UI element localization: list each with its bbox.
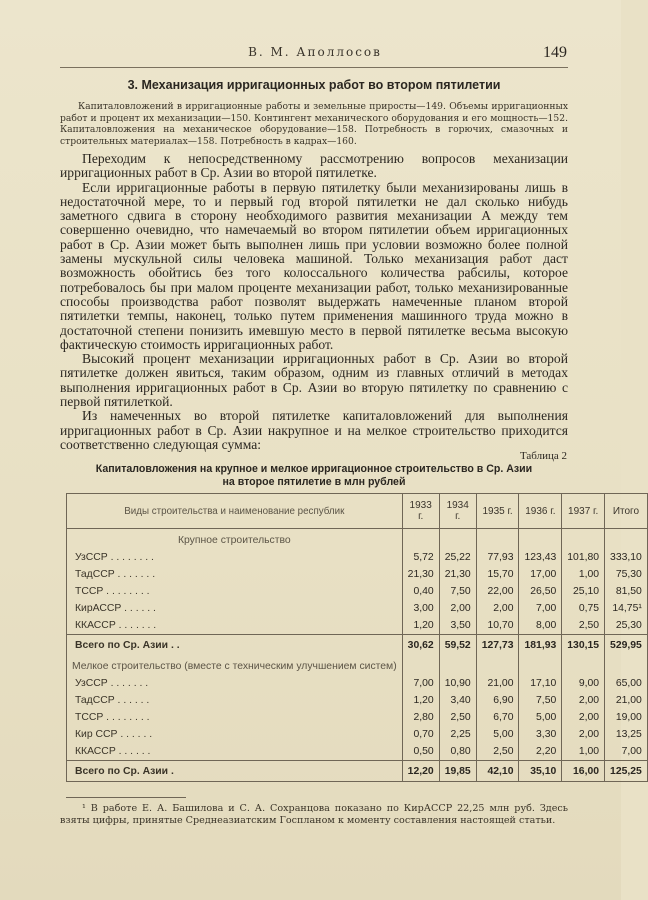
value-cell: 1,20	[402, 617, 439, 635]
value-cell: 81,50	[605, 583, 648, 600]
value-cell: 2,00	[562, 709, 605, 726]
value-cell: 19,00	[605, 709, 648, 726]
value-cell: 0,40	[402, 583, 439, 600]
empty-cell	[562, 655, 605, 675]
value-cell: 59,52	[439, 635, 476, 656]
value-cell: 130,15	[562, 635, 605, 656]
value-cell: 2,50	[439, 709, 476, 726]
value-cell: 7,00	[402, 675, 439, 692]
value-cell: 21,30	[439, 566, 476, 583]
paragraph: Из намеченных во второй пятилетке капиталовложений для выполнения ирригационных работ в Ср. Азии накрупное и на мелкое строительство приходится соответственно следующая сумма:	[60, 408, 568, 452]
empty-cell	[605, 655, 648, 675]
value-cell: 65,00	[605, 675, 648, 692]
value-cell: 12,20	[402, 761, 439, 782]
table-row	[67, 726, 648, 743]
table-row	[67, 692, 648, 709]
row-label: ККАССР . . . . . . .	[67, 617, 403, 635]
value-cell: 42,10	[476, 761, 519, 782]
table-row	[67, 743, 648, 761]
table-title-line: на второе пятилетие в млн рублей	[222, 475, 406, 488]
value-cell: 0,80	[439, 743, 476, 761]
header-rule	[60, 67, 568, 68]
row-label: КирАССР . . . . . .	[67, 600, 403, 617]
page-number: 149	[543, 44, 567, 61]
value-cell: 25,30	[605, 617, 648, 635]
section-summary: Капиталовложений в ирригационные работы и земельные приросты—149. Объемы ирригационных работ и процент их механизации—150. Контингент механического оборудования и его мощность—152. Капиталовложения на механическое оборудование—158. Потребность в горючих, смазочных и строительных материалах—158. Потребность в кадрах—160.	[60, 101, 568, 147]
empty-cell	[519, 655, 562, 675]
value-cell: 1,00	[562, 566, 605, 583]
table-row	[67, 675, 648, 692]
capital-investment-table	[66, 493, 648, 782]
row-label: Всего по Ср. Азии .	[67, 761, 403, 782]
value-cell: 22,00	[476, 583, 519, 600]
table-row	[67, 617, 648, 635]
row-label: ТССР . . . . . . . .	[67, 709, 403, 726]
group-label-row	[67, 529, 648, 550]
value-cell: 25,22	[439, 549, 476, 566]
row-label: Всего по Ср. Азии . .	[67, 635, 403, 656]
value-cell: 6,90	[476, 692, 519, 709]
group-label: Крупное строительство	[67, 529, 403, 550]
value-cell: 2,00	[476, 600, 519, 617]
value-cell: 0,50	[402, 743, 439, 761]
running-head: В. М. Аполлосов	[248, 45, 382, 59]
empty-cell	[476, 529, 519, 550]
paragraph: Если ирригационные работы в первую пятилетку были механизированы лишь в недостаточной мере, то и первый год второй пятилетки не дал сколько нибудь заметного сдвига в сторону необходимого развития механизации А между тем совершенно очевидно, что намечаемый во втором пятилетии объем ирригационных работ в Ср. Азии может быть выполнен лишь при условии возможно более полной замены мускульной силы человека машиной. Только механизация работ даст возможность обойтись без того колоссального количества рабсилы, которое потребовалось бы при малом проценте механизации работ, только механизированные способы производства работ позволят выдержать намеченные планом второй пятилетки темпы, наконец, только путем применения машинного труда можно в достаточной степени понизить имевшую место в первой пятилетке весьма высокую фактическую стоимость ирригационных работ.	[60, 179, 568, 352]
value-cell: 7,50	[439, 583, 476, 600]
value-cell: 0,70	[402, 726, 439, 743]
row-label: Кир ССР . . . . . .	[67, 726, 403, 743]
value-cell: 21,30	[402, 566, 439, 583]
row-label: ТССР . . . . . . . .	[67, 583, 403, 600]
value-cell: 2,50	[562, 617, 605, 635]
empty-cell	[562, 529, 605, 550]
table-label: Таблица 2	[519, 450, 567, 462]
value-cell: 16,00	[562, 761, 605, 782]
value-cell: 2,25	[439, 726, 476, 743]
row-label: ТадССР . . . . . .	[67, 692, 403, 709]
value-cell: 7,50	[519, 692, 562, 709]
value-cell: 5,00	[519, 709, 562, 726]
value-cell: 529,95	[605, 635, 648, 656]
value-cell: 3,50	[439, 617, 476, 635]
paragraph: Высокий процент механизации ирригационных работ в Ср. Азии во второй пятилетке должен явиться, таким образом, одним из главных отличий в методах выполнения ирригационных работ в Ср. Азии во вторую пятилетку по сравнению с первой пятилеткой.	[60, 351, 568, 410]
value-cell: 2,00	[562, 726, 605, 743]
row-label: ККАССР . . . . . .	[67, 743, 403, 761]
value-cell: 2,50	[476, 743, 519, 761]
table-row	[67, 600, 648, 617]
value-cell: 2,80	[402, 709, 439, 726]
empty-cell	[402, 655, 439, 675]
value-cell: 6,70	[476, 709, 519, 726]
group-label-row	[67, 655, 648, 675]
value-cell: 123,43	[519, 549, 562, 566]
value-cell: 181,93	[519, 635, 562, 656]
value-cell: 3,30	[519, 726, 562, 743]
value-cell: 8,00	[519, 617, 562, 635]
table-title-line: Капиталовложения на крупное и мелкое ирригационное строительство в Ср. Азии	[95, 463, 533, 475]
column-header: Итого	[605, 494, 648, 529]
table-row	[67, 566, 648, 583]
empty-cell	[402, 529, 439, 550]
value-cell: 2,20	[519, 743, 562, 761]
empty-cell	[605, 529, 648, 550]
empty-cell	[519, 529, 562, 550]
value-cell: 3,00	[402, 600, 439, 617]
footnote: ¹ В работе Е. А. Башилова и С. А. Сохранцова показано по КирАССР 22,25 млн руб. Здесь взяты цифры, принятые Среднеазиатским Госпланом к моменту составления настоящей статьи.	[60, 803, 568, 826]
value-cell: 2,00	[562, 692, 605, 709]
empty-cell	[439, 529, 476, 550]
value-cell: 127,73	[476, 635, 519, 656]
value-cell: 35,10	[519, 761, 562, 782]
value-cell: 1,20	[402, 692, 439, 709]
paragraph: Переходим к непосредственному рассмотрению вопросов механизации ирригационных работ в Ср. Азии во второй пятилетке.	[60, 151, 568, 181]
value-cell: 125,25	[605, 761, 648, 782]
value-cell: 5,00	[476, 726, 519, 743]
row-label: УзССР . . . . . . .	[67, 675, 403, 692]
section-title: 3. Механизация ирригационных работ во втором пятилетии	[127, 78, 501, 92]
value-cell: 30,62	[402, 635, 439, 656]
row-label: УзССР . . . . . . . .	[67, 549, 403, 566]
value-cell: 21,00	[605, 692, 648, 709]
value-cell: 333,10	[605, 549, 648, 566]
value-cell: 3,40	[439, 692, 476, 709]
value-cell: 13,25	[605, 726, 648, 743]
value-cell: 75,30	[605, 566, 648, 583]
column-header: 1934 г.	[439, 494, 476, 529]
row-label: ТадССР . . . . . . .	[67, 566, 403, 583]
value-cell: 26,50	[519, 583, 562, 600]
value-cell: 0,75	[562, 600, 605, 617]
value-cell: 9,00	[562, 675, 605, 692]
column-header: 1936 г.	[519, 494, 562, 529]
value-cell: 21,00	[476, 675, 519, 692]
value-cell: 77,93	[476, 549, 519, 566]
footnote-rule	[66, 797, 186, 798]
value-cell: 17,00	[519, 566, 562, 583]
empty-cell	[476, 655, 519, 675]
table-row	[67, 709, 648, 726]
table-row	[67, 583, 648, 600]
total-row	[67, 761, 648, 782]
column-header: 1933 г.	[402, 494, 439, 529]
table-title	[60, 463, 568, 488]
total-row	[67, 635, 648, 656]
value-cell: 2,00	[439, 600, 476, 617]
value-cell: 15,70	[476, 566, 519, 583]
value-cell: 5,72	[402, 549, 439, 566]
value-cell: 7,00	[605, 743, 648, 761]
value-cell: 14,75¹	[605, 600, 648, 617]
table-header-row	[67, 494, 648, 529]
value-cell: 101,80	[562, 549, 605, 566]
group-label: Мелкое строительство (вместе с техническим улучшением систем)	[67, 655, 403, 675]
value-cell: 10,70	[476, 617, 519, 635]
body-text	[60, 152, 568, 452]
column-header: Виды строительства и наименование республик	[67, 494, 403, 529]
value-cell: 1,00	[562, 743, 605, 761]
value-cell: 10,90	[439, 675, 476, 692]
column-header: 1937 г.	[562, 494, 605, 529]
column-header: 1935 г.	[476, 494, 519, 529]
value-cell: 25,10	[562, 583, 605, 600]
value-cell: 17,10	[519, 675, 562, 692]
value-cell: 7,00	[519, 600, 562, 617]
value-cell: 19,85	[439, 761, 476, 782]
table-row	[67, 549, 648, 566]
empty-cell	[439, 655, 476, 675]
